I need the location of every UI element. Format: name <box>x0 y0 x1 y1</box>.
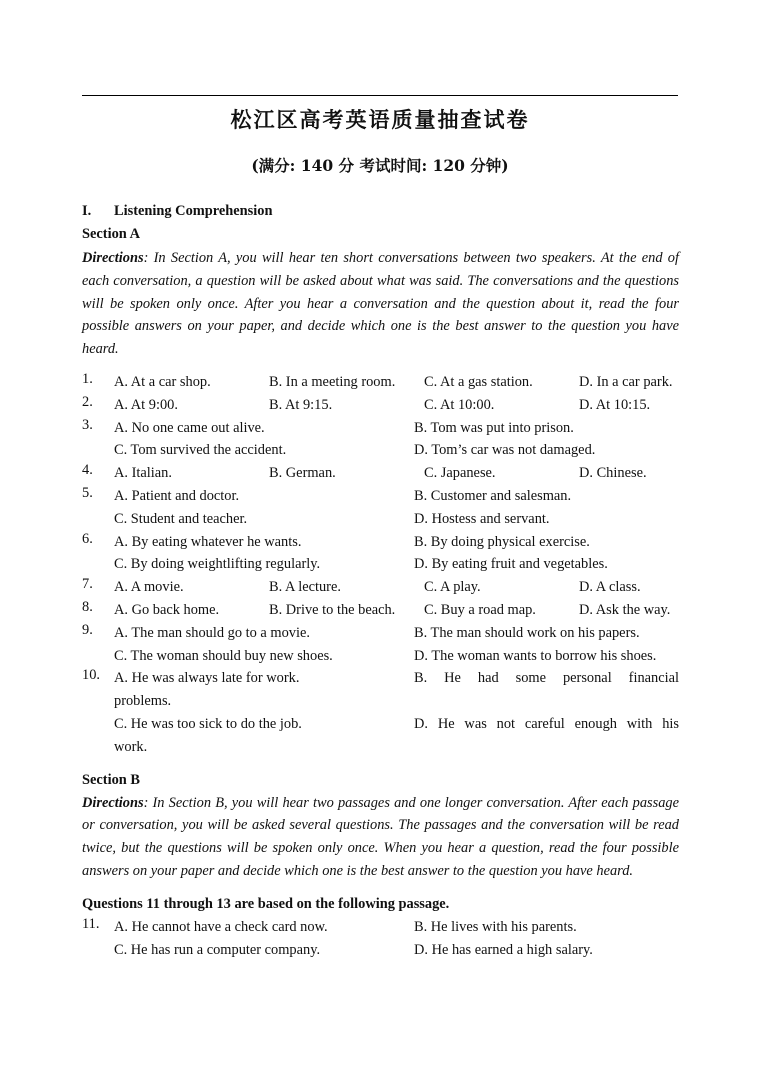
option-c: C. The woman should buy new shoes. <box>114 647 333 664</box>
question-number: 7. <box>82 576 93 593</box>
option-d: D. Chinese. <box>579 465 647 482</box>
question-number: 11. <box>82 915 100 932</box>
directions-label: Directions <box>82 250 144 266</box>
option-a: A. Go back home. <box>114 601 220 618</box>
question-8 <box>82 599 679 622</box>
question-number: 9. <box>82 621 93 638</box>
question-number: 3. <box>82 416 93 433</box>
option-c: C. He has run a computer company. <box>114 941 321 958</box>
exam-content <box>82 201 679 961</box>
option-d: D. A class. <box>579 579 641 596</box>
option-d: D. Ask the way. <box>579 601 671 618</box>
question-number: 6. <box>82 530 93 547</box>
option-a: A. The man should go to a movie. <box>114 624 310 641</box>
question-1 <box>82 371 679 394</box>
question-3 <box>82 417 679 463</box>
question-9 <box>82 622 679 668</box>
section-b-directions <box>82 792 679 883</box>
option-b: B. By doing physical exercise. <box>414 533 590 550</box>
question-11 <box>82 916 679 962</box>
part-heading <box>82 201 679 224</box>
option-d-continued: work. <box>114 738 148 755</box>
question-number: 1. <box>82 370 93 387</box>
option-b: B. German. <box>269 465 336 482</box>
option-a: A. Italian. <box>114 465 172 482</box>
option-a: A. At a car shop. <box>114 373 211 390</box>
option-b: B. Drive to the beach. <box>269 601 396 618</box>
exam-subtitle: (满分: 140 分 考试时间: 120 分钟) <box>251 156 509 175</box>
option-d: D. By eating fruit and vegetables. <box>414 556 608 573</box>
section-a-directions <box>82 247 679 361</box>
question-5 <box>82 485 679 531</box>
option-a: A. No one came out alive. <box>114 419 265 436</box>
option-b: B. Tom was put into prison. <box>414 419 574 436</box>
option-d: D. He was not careful enough with his <box>414 715 679 732</box>
option-b: B. The man should work on his papers. <box>414 624 640 641</box>
question-number: 10. <box>82 667 100 684</box>
option-c: C. A play. <box>424 579 481 596</box>
option-c: C. He was too sick to do the job. <box>114 715 302 732</box>
option-a: A. At 9:00. <box>114 396 178 413</box>
exam-title: 松江区高考英语质量抽查试卷 <box>230 107 530 132</box>
part-title: Listening Comprehension <box>114 203 273 219</box>
part-number: I. <box>82 203 92 219</box>
option-b: B. A lecture. <box>269 579 341 596</box>
option-a: A. He was always late for work. <box>114 670 300 687</box>
option-b: B. At 9:15. <box>269 396 333 413</box>
option-d: D. In a car park. <box>579 373 673 390</box>
option-b: B. He had some personal financial <box>414 670 679 687</box>
question-number: 2. <box>82 393 93 410</box>
question-2 <box>82 394 679 417</box>
question-10 <box>82 667 679 758</box>
option-c: C. At 10:00. <box>424 396 495 413</box>
option-b-continued: problems. <box>114 693 172 710</box>
question-number: 5. <box>82 484 93 501</box>
option-c: C. By doing weightlifting regularly. <box>114 556 321 573</box>
question-4 <box>82 462 679 485</box>
option-c: C. Student and teacher. <box>114 510 248 527</box>
option-d: D. The woman wants to borrow his shoes. <box>414 647 657 664</box>
option-d: D. At 10:15. <box>579 396 651 413</box>
option-a: A. Patient and doctor. <box>114 487 240 504</box>
directions-label: Directions <box>82 794 144 811</box>
question-7 <box>82 576 679 599</box>
section-b-heading: Section B <box>82 771 140 788</box>
passage-intro: Questions 11 through 13 are based on the following passage. <box>82 895 450 912</box>
option-d: D. Hostess and servant. <box>414 510 550 527</box>
option-b: B. He lives with his parents. <box>414 918 577 935</box>
option-a: A. By eating whatever he wants. <box>114 533 302 550</box>
option-b: B. Customer and salesman. <box>414 487 572 504</box>
option-c: C. Japanese. <box>424 465 496 482</box>
question-number: 4. <box>82 462 93 479</box>
section-a-heading: Section A <box>82 226 140 242</box>
header-rule <box>82 95 678 96</box>
option-a: A. A movie. <box>114 579 184 596</box>
question-number: 8. <box>82 598 93 615</box>
option-a: A. He cannot have a check card now. <box>114 918 328 935</box>
option-d: D. He has earned a high salary. <box>414 941 593 958</box>
option-c: C. Buy a road map. <box>424 601 536 618</box>
question-6 <box>82 531 679 577</box>
directions-text: : In Section B, you will hear two passages and one longer conversation. After each passage or conversation, you will be asked several questions. The passages and the conversation will be read twice, but the questions will be spoken only once. When you hear a question, read the four possible answers on your paper and decide which one is the best answer to the question you have heard. <box>82 794 679 879</box>
option-d: D. Tom’s car was not damaged. <box>414 442 596 459</box>
option-b: B. In a meeting room. <box>269 373 396 390</box>
directions-text: : In Section A, you will hear ten short conversations between two speakers. At the end of each conversation, a question will be asked about what was said. The conversations and the questions will be spoken only once. After you hear a conversation and the question about it, read the four possible answers on your paper, and decide which one is the best answer to the question you have heard. <box>82 250 679 358</box>
option-c: C. At a gas station. <box>424 373 533 390</box>
option-c: C. Tom survived the accident. <box>114 442 287 459</box>
